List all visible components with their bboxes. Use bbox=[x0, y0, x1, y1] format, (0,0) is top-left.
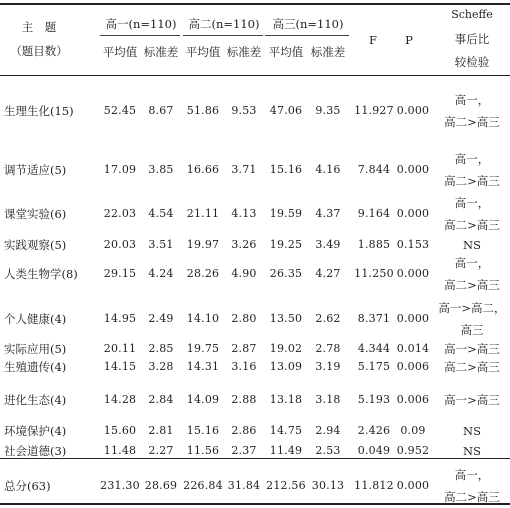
table-cell: 2.88 bbox=[231, 393, 257, 406]
scheffe-result: 高二>高三 bbox=[444, 115, 500, 129]
row-label: 生理生化(15) bbox=[4, 104, 74, 118]
scheffe-result: 高一>高二， bbox=[438, 301, 506, 315]
table-cell: 3.19 bbox=[315, 360, 341, 373]
table-cell: 2.49 bbox=[148, 312, 174, 325]
row-label: 进化生态(4) bbox=[4, 393, 67, 407]
table-cell: 0.006 bbox=[396, 393, 430, 406]
table-cell: 14.75 bbox=[269, 424, 303, 437]
top-rule bbox=[0, 3, 510, 5]
table-cell: 31.84 bbox=[227, 479, 261, 492]
table-cell: 19.97 bbox=[186, 238, 220, 251]
row-label: 个人健康(4) bbox=[4, 312, 67, 326]
scheffe-result: 高三 bbox=[460, 323, 484, 337]
table-cell: 2.80 bbox=[231, 312, 257, 325]
table-cell: 19.02 bbox=[269, 342, 303, 355]
table-cell: 0.952 bbox=[396, 444, 430, 457]
table-cell: 0.000 bbox=[396, 207, 430, 220]
table-cell: 4.37 bbox=[315, 207, 341, 220]
header-group2: 高二(n=110) bbox=[188, 17, 260, 31]
scheffe-result: 高一>高三 bbox=[444, 342, 500, 356]
table-cell: 20.03 bbox=[103, 238, 137, 251]
scheffe-result: 高二>高三 bbox=[444, 218, 500, 232]
table-cell: 22.03 bbox=[103, 207, 137, 220]
header-scheffe-1: Scheffe bbox=[451, 8, 493, 21]
table-cell: 8.371 bbox=[357, 312, 391, 325]
table-cell: 9.53 bbox=[231, 104, 257, 117]
table-cell: 3.26 bbox=[231, 238, 257, 251]
table-cell: 2.84 bbox=[148, 393, 174, 406]
table-cell: 11.56 bbox=[186, 444, 220, 457]
table-cell: 2.426 bbox=[357, 424, 391, 437]
scheffe-result: 高一， bbox=[454, 468, 490, 482]
table-cell: 28.69 bbox=[144, 479, 178, 492]
table-cell: 19.75 bbox=[186, 342, 220, 355]
scheffe-result: NS bbox=[463, 444, 481, 458]
table-cell: 5.175 bbox=[357, 360, 391, 373]
table-cell: 7.844 bbox=[357, 163, 391, 176]
table-cell: 5.193 bbox=[357, 393, 391, 406]
row-label: 总分(63) bbox=[4, 479, 51, 493]
table-cell: 4.24 bbox=[148, 267, 174, 280]
table-cell: 226.84 bbox=[183, 479, 223, 492]
table-cell: 4.16 bbox=[315, 163, 341, 176]
table-cell: 19.59 bbox=[269, 207, 303, 220]
table-cell: 3.51 bbox=[148, 238, 174, 251]
table-cell: 16.66 bbox=[186, 163, 220, 176]
row-label: 社会道德(3) bbox=[4, 444, 67, 458]
row-label: 实际应用(5) bbox=[4, 342, 67, 356]
header-p: P bbox=[405, 33, 413, 47]
header-scheffe-2: 事后比 bbox=[454, 32, 490, 46]
header-f: F bbox=[369, 33, 377, 47]
table-cell: 13.09 bbox=[269, 360, 303, 373]
row-label: 调节适应(5) bbox=[4, 163, 67, 177]
table-cell: 13.18 bbox=[269, 393, 303, 406]
table-cell: 20.11 bbox=[103, 342, 137, 355]
scheffe-result: 高二>高三 bbox=[444, 360, 500, 374]
table-cell: 2.87 bbox=[231, 342, 257, 355]
table-cell: 11.48 bbox=[103, 444, 137, 457]
table-cell: 51.86 bbox=[186, 104, 220, 117]
header-mean-3: 平均值 bbox=[268, 45, 304, 59]
table-cell: 2.85 bbox=[148, 342, 174, 355]
scheffe-result: NS bbox=[463, 238, 481, 252]
table-cell: 14.31 bbox=[186, 360, 220, 373]
table-cell: 9.164 bbox=[357, 207, 391, 220]
header-group1: 高一(n=110) bbox=[105, 17, 177, 31]
table-cell: 47.06 bbox=[269, 104, 303, 117]
table-cell: 3.71 bbox=[231, 163, 257, 176]
table-cell: 28.26 bbox=[186, 267, 220, 280]
table-cell: 3.18 bbox=[315, 393, 341, 406]
table-cell: 15.16 bbox=[269, 163, 303, 176]
row-label: 人类生物学(8) bbox=[4, 267, 78, 281]
header-topic-sub: （题目数） bbox=[10, 44, 68, 58]
table-cell: 0.000 bbox=[396, 479, 430, 492]
row-label: 环境保护(4) bbox=[4, 424, 67, 438]
table-cell: 0.000 bbox=[396, 163, 430, 176]
table-cell: 14.09 bbox=[186, 393, 220, 406]
table-cell: 212.56 bbox=[266, 479, 306, 492]
group2-underline bbox=[183, 35, 263, 36]
table-cell: 11.49 bbox=[269, 444, 303, 457]
table-cell: 52.45 bbox=[103, 104, 137, 117]
scheffe-result: 高一， bbox=[454, 152, 490, 166]
table-cell: 13.50 bbox=[269, 312, 303, 325]
table-cell: 0.000 bbox=[396, 267, 430, 280]
bottom-rule bbox=[0, 503, 510, 505]
header-topic: 主 题 bbox=[21, 20, 57, 34]
table-cell: 19.25 bbox=[269, 238, 303, 251]
table-cell: 26.35 bbox=[269, 267, 303, 280]
header-sd-2: 标准差 bbox=[226, 45, 262, 59]
table-cell: 0.014 bbox=[396, 342, 430, 355]
table-cell: 15.16 bbox=[186, 424, 220, 437]
table-cell: 3.28 bbox=[148, 360, 174, 373]
table-cell: 4.54 bbox=[148, 207, 174, 220]
table-cell: 2.81 bbox=[148, 424, 174, 437]
table-cell: 2.86 bbox=[231, 424, 257, 437]
row-label: 实践观察(5) bbox=[4, 238, 67, 252]
table-cell: 14.15 bbox=[103, 360, 137, 373]
table-cell: 4.90 bbox=[231, 267, 257, 280]
header-mean-1: 平均值 bbox=[102, 45, 138, 59]
table-cell: 17.09 bbox=[103, 163, 137, 176]
row-label: 课堂实验(6) bbox=[4, 207, 67, 221]
table-cell: 4.13 bbox=[231, 207, 257, 220]
scheffe-result: 高二>高三 bbox=[444, 490, 500, 504]
table-cell: 0.006 bbox=[396, 360, 430, 373]
table-cell: 14.10 bbox=[186, 312, 220, 325]
scheffe-result: 高一， bbox=[454, 196, 490, 210]
scheffe-result: 高一， bbox=[454, 256, 490, 270]
scheffe-result: 高一>高三 bbox=[444, 393, 500, 407]
table-cell: 29.15 bbox=[103, 267, 137, 280]
table-cell: 0.000 bbox=[396, 104, 430, 117]
table-cell: 2.37 bbox=[231, 444, 257, 457]
header-group3: 高三(n=110) bbox=[272, 17, 344, 31]
row-label: 生殖遗传(4) bbox=[4, 360, 67, 374]
header-mean-2: 平均值 bbox=[185, 45, 221, 59]
table-cell: 3.16 bbox=[231, 360, 257, 373]
table-cell: 2.78 bbox=[315, 342, 341, 355]
table-cell: 4.27 bbox=[315, 267, 341, 280]
table-cell: 11.927 bbox=[354, 104, 394, 117]
table-cell: 0.09 bbox=[400, 424, 426, 437]
header-sd-3: 标准差 bbox=[310, 45, 346, 59]
table-cell: 3.85 bbox=[148, 163, 174, 176]
table-cell: 0.153 bbox=[396, 238, 430, 251]
table-cell: 8.67 bbox=[148, 104, 174, 117]
table-cell: 2.53 bbox=[315, 444, 341, 457]
scheffe-result: 高二>高三 bbox=[444, 174, 500, 188]
table-cell: 9.35 bbox=[315, 104, 341, 117]
table-cell: 2.94 bbox=[315, 424, 341, 437]
table-cell: 0.000 bbox=[396, 312, 430, 325]
table-cell: 4.344 bbox=[357, 342, 391, 355]
header-sd-1: 标准差 bbox=[143, 45, 179, 59]
table-cell: 2.27 bbox=[148, 444, 174, 457]
table-cell: 0.049 bbox=[357, 444, 391, 457]
table-cell: 30.13 bbox=[311, 479, 345, 492]
table-cell: 3.49 bbox=[315, 238, 341, 251]
scheffe-result: NS bbox=[463, 424, 481, 438]
header-scheffe-3: 较检验 bbox=[454, 55, 490, 69]
table-cell: 14.95 bbox=[103, 312, 137, 325]
group1-underline bbox=[100, 35, 180, 36]
table-cell: 11.250 bbox=[354, 267, 394, 280]
table-cell: 14.28 bbox=[103, 393, 137, 406]
table-cell: 11.812 bbox=[354, 479, 394, 492]
table-cell: 1.885 bbox=[357, 238, 391, 251]
table-cell: 21.11 bbox=[186, 207, 220, 220]
header-rule bbox=[0, 75, 510, 76]
scheffe-result: 高二>高三 bbox=[444, 278, 500, 292]
table-cell: 2.62 bbox=[315, 312, 341, 325]
group3-underline bbox=[265, 35, 349, 36]
scheffe-result: 高一， bbox=[454, 93, 490, 107]
table-cell: 15.60 bbox=[103, 424, 137, 437]
table-cell: 231.30 bbox=[100, 479, 140, 492]
total-rule bbox=[0, 458, 510, 459]
